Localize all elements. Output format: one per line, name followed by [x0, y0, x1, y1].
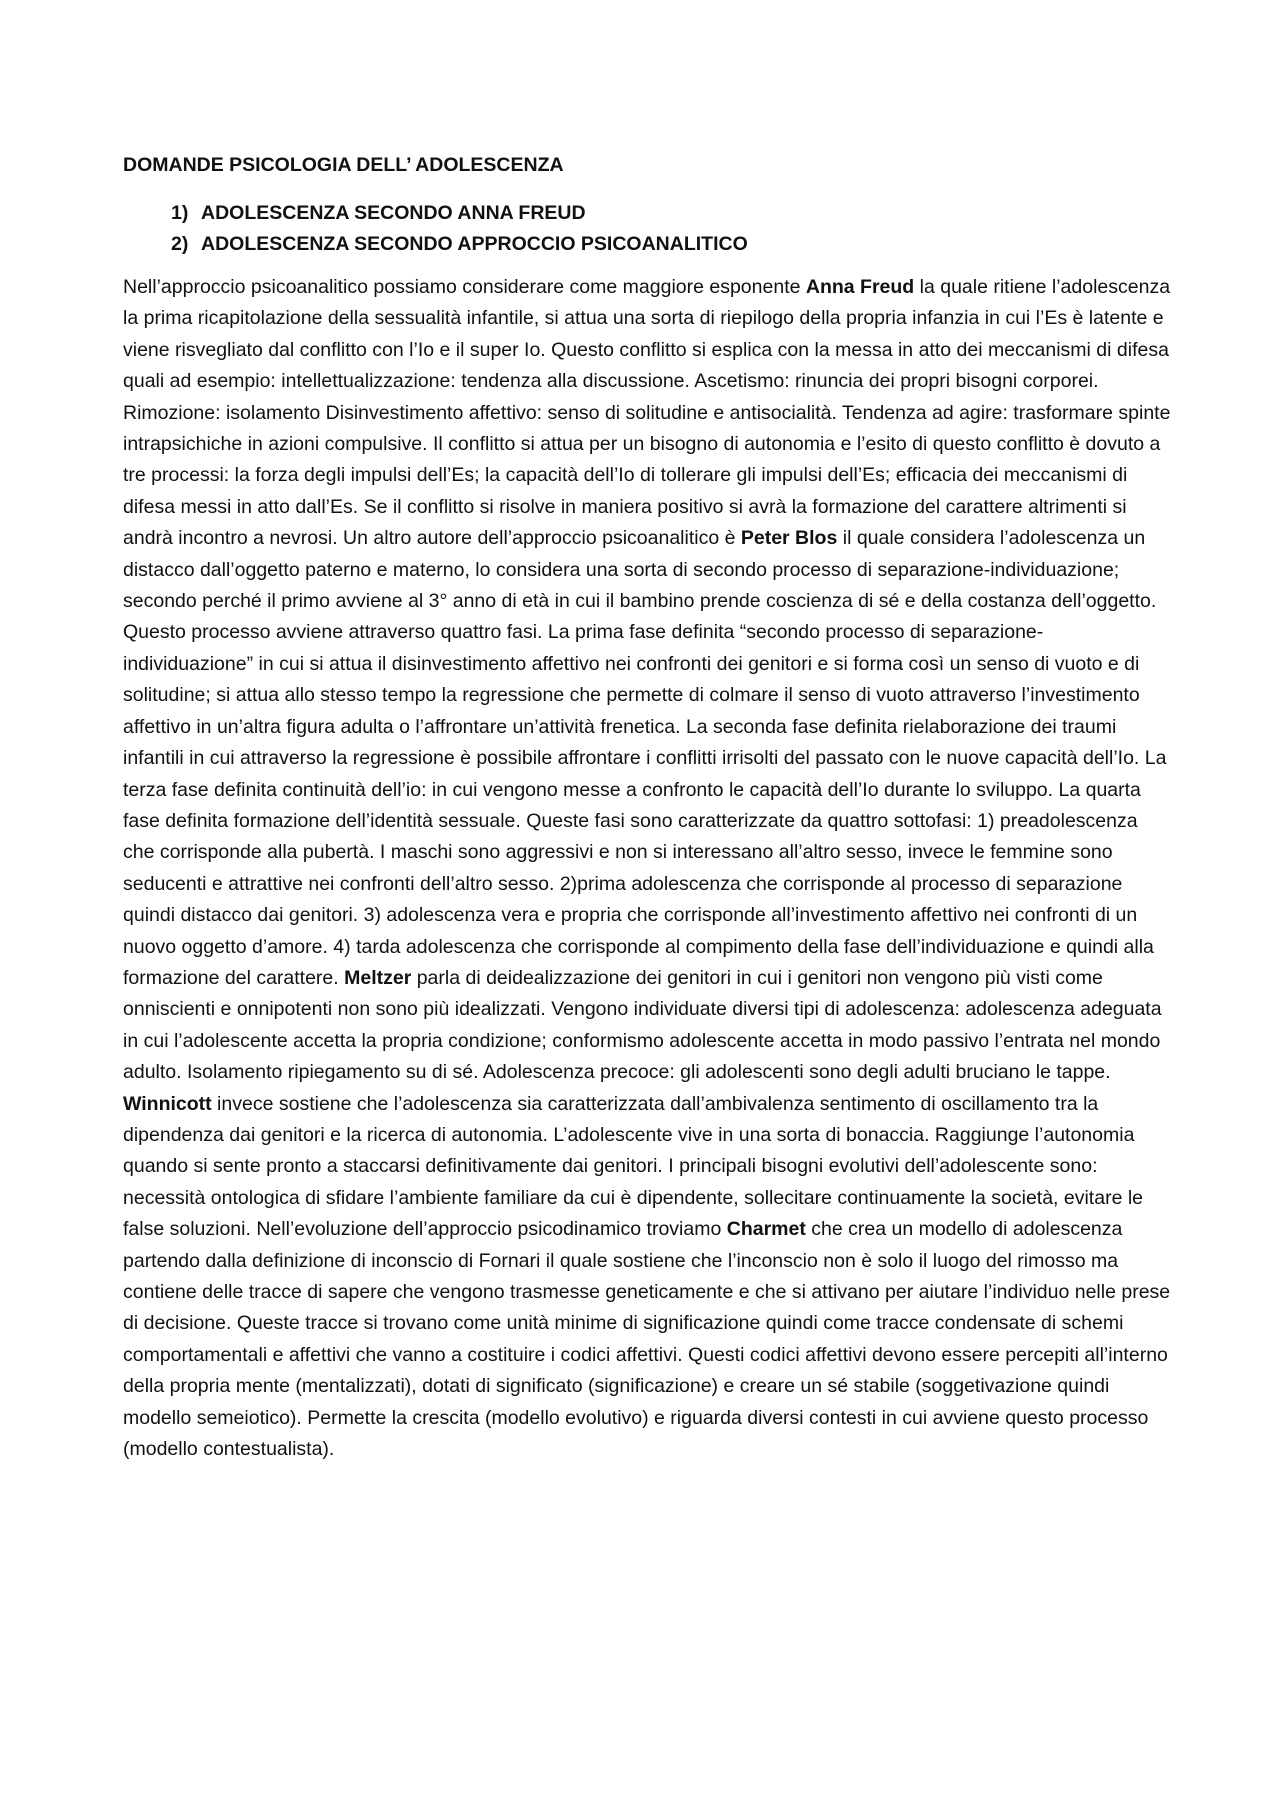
question-text: ADOLESCENZA SECONDO APPROCCIO PSICOANALITICO: [201, 233, 748, 255]
text-segment: Nell’approccio psicoanalitico possiamo considerare come maggiore esponente: [123, 276, 806, 298]
question-number: 1): [171, 202, 189, 224]
answer-paragraph: [123, 272, 1171, 1465]
text-segment: invece sostiene che l’adolescenza sia caratterizzata dall’ambivalenza sentimento di oscillamento tra la dipendenza dai genitori e la ricerca di autonomia. L’adolescente vive in una sorta di bonaccia. Raggiunge l’autonomia quando si sente pronto a staccarsi definitivamente dai genitori. I principali bisogni evolutivi dell’adolescente sono: necessità ontologica di sfidare l’ambiente familiare da cui è dipendente, sollecitare continuamente la società, evitare le false soluzioni. Nell’evoluzione dell’approccio psicodinamico troviamo: [123, 1092, 1144, 1241]
question-list: [123, 198, 1171, 260]
text-segment: la quale ritiene l’adolescenza la prima ricapitolazione della sessualità infantile, si attua una sorta di riepilogo della propria infanzia in cui l’Es è latente e viene risvegliato dal conflitto con l’Io e il super Io. Questo conflitto si esplica con la messa in atto dei meccanismi di difesa quali ad esempio: intellettualizzazione: tendenza alla discussione. Ascetismo: rinuncia dei propri bisogni corporei. Rimozione: isolamento Disinvestimento affettivo: senso di solitudine e antisocialità. Tendenza ad agire: trasformare spinte intrapsichiche in azioni compulsive. Il conflitto si attua per un bisogno di autonomia e l’esito di questo conflitto è dovuto a tre processi: la forza degli impulsi dell’Es; la capacità dell’Io di tollerare gli impulsi dell’Es; efficacia dei meccanismi di difesa messi in atto dall’Es. Se il conflitto si risolve in maniera positivo si avrà la formazione del carattere altrimenti si andrà incontro a nevrosi. Un altro autore dell’approccio psicoanalitico è: [123, 276, 1171, 550]
author-name-meltzer: Meltzer: [344, 966, 412, 989]
author-name-winnicott: Winnicott: [123, 1092, 212, 1115]
document-title: DOMANDE PSICOLOGIA DELL’ ADOLESCENZA: [123, 154, 564, 176]
question-number: 2): [171, 233, 189, 255]
author-name-charmet: Charmet: [726, 1218, 806, 1241]
question-text: ADOLESCENZA SECONDO ANNA FREUD: [201, 202, 586, 224]
document-page: [123, 150, 1171, 1465]
text-segment: parla di deidealizzazione dei genitori in cui i genitori non vengono più visti come onniscienti e onnipotenti non sono più idealizzati. Vengono individuate diversi tipi di adolescenza: adolescenza adeguata in cui l’adolescente accetta la propria condizione; conformismo adolescente accetta in modo passivo l’entrata nel mondo adulto. Isolamento ripiegamento su di sé. Adolescenza precoce: gli adolescenti sono degli adulti bruciano le tappe.: [123, 966, 1162, 1084]
author-name-anna-freud: Anna Freud: [805, 276, 915, 298]
author-name-peter-blos: Peter Blos: [740, 527, 838, 550]
text-segment: il quale considera l’adolescenza un distacco dall’oggetto paterno e materno, lo considera una sorta di secondo processo di separazione-individuazione; secondo perché il primo avviene al 3° anno di età in cui il bambino prende coscienza di sé e della costanza dell’oggetto. Questo processo avviene attraverso quattro fasi. La prima fase definita “secondo processo di separazione-individuazione” in cui si attua il disinvestimento affettivo nei confronti dei genitori e si forma così un senso di vuoto e di solitudine; si attua allo stesso tempo la regressione che permette di colmare il senso di vuoto attraverso l’investimento affettivo in un’altra figura adulta o l’affrontare un’attività frenetica. La seconda fase definita rielaborazione dei traumi infantili in cui attraverso la regressione è possibile affrontare i conflitti irrisolti del passato con le nuove capacità dell’Io. La terza fase definita continuità dell’io: in cui vengono messe a confronto le capacità dell’Io durante lo sviluppo. La quarta fase definita formazione dell’identità sessuale. Queste fasi sono caratterizzate da quattro sottofasi: 1) preadolescenza che corrisponde alla pubertà. I maschi sono aggressivi e non si interessano all’altro sesso, invece le femmine sono seducenti e attrattive nei confronti dell’altro sesso. 2)prima adolescenza che corrisponde al processo di separazione quindi distacco dai genitori. 3) adolescenza vera e propria che corrisponde all’investimento affettivo nei confronti di un nuovo oggetto d’amore. 4) tarda adolescenza che corrisponde al compimento della fase dell’individuazione e quindi alla formazione del carattere.: [123, 527, 1167, 989]
question-item: [171, 198, 1171, 229]
text-segment: che crea un modello di adolescenza partendo dalla definizione di inconscio di Fornari il quale sostiene che l’inconscio non è solo il luogo del rimosso ma contiene delle tracce di sapere che vengono trasmesse geneticamente e che si attivano per aiutare l’individuo nelle prese di decisione. Queste tracce si trovano come unità minime di significazione quindi come tracce condensate di schemi comportamentali e affettivi che vanno a costituire i codici affettivi. Questi codici affettivi devono essere percepiti all’interno della propria mente (mentalizzati), dotati di significato (significazione) e creare un sé stabile (soggetivazione quindi modello semeiotico). Permette la crescita (modello evolutivo) e riguarda diversi contesti in cui avviene questo processo (modello contestualista).: [123, 1218, 1171, 1461]
question-item: [171, 229, 1171, 260]
